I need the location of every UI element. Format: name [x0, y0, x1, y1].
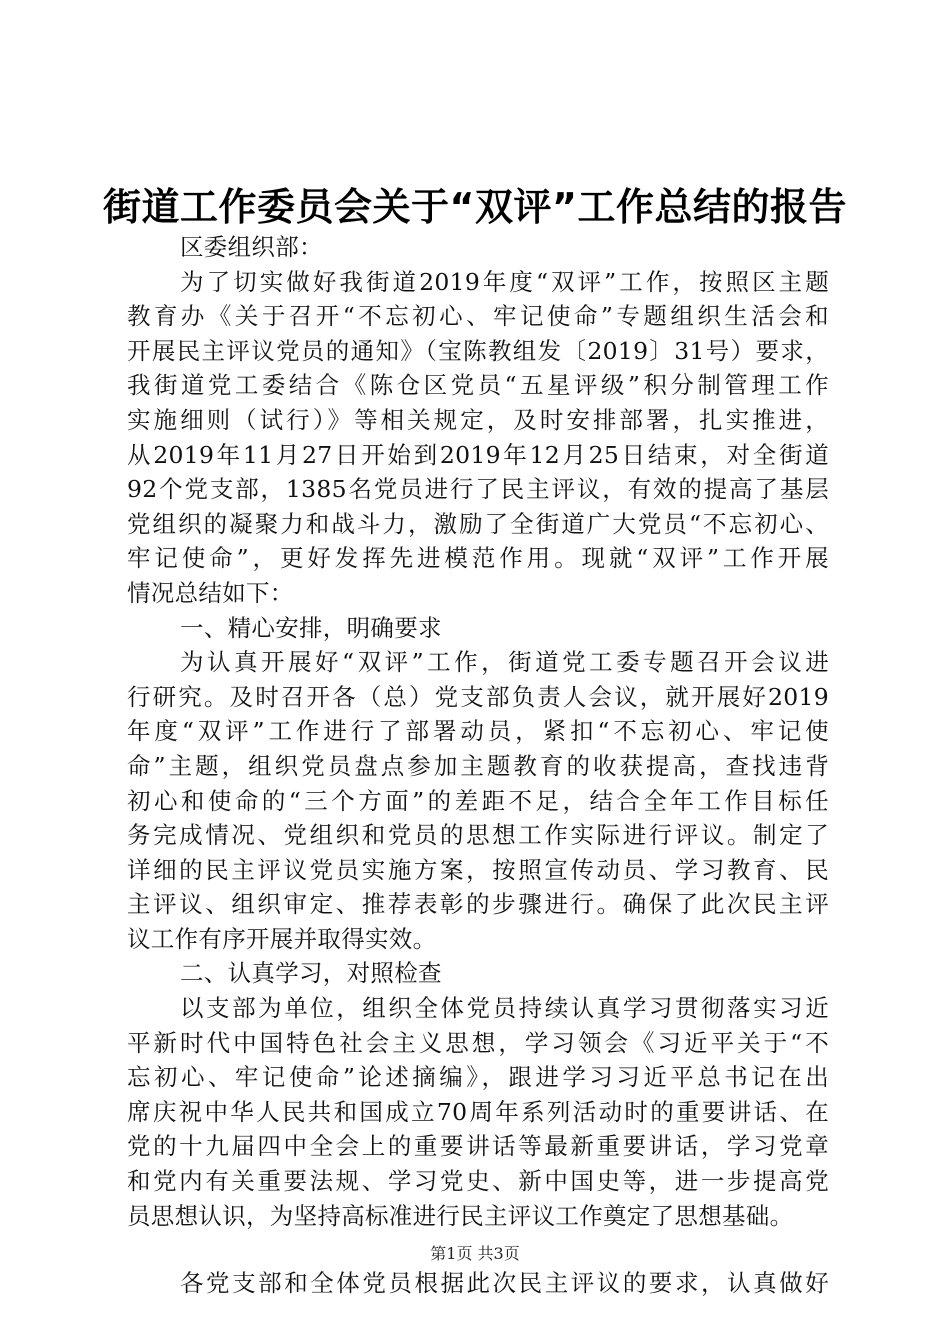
- paragraph-line: 各党支部和全体党员根据此次民主评议的要求，认真做好: [180, 1269, 829, 1298]
- paragraph-line: 情况总结如下：: [127, 578, 294, 607]
- paragraph-line: 92个党支部，1385名党员进行了民主评议，有效的提高了基层: [127, 475, 829, 504]
- paragraph-line: 党组织的凝聚力和战斗力，激励了全街道广大党员“不忘初心、: [127, 509, 829, 538]
- paragraph-line: 席庆祝中华人民共和国成立70周年系列活动时的重要讲话、在: [127, 1097, 829, 1126]
- salutation-line: 区委组织部：: [180, 233, 323, 261]
- page-footer: 第1页 共3页: [430, 1244, 520, 1263]
- paragraph-line: 开展民主评议党员的通知》（宝陈教组发〔2019〕31号）要求，: [127, 336, 829, 365]
- document-body: [127, 230, 829, 1301]
- paragraph-line: 教育办《关于召开“不忘初心、牢记使命”专题组织生活会和: [127, 302, 829, 331]
- paragraph-line: 为了切实做好我街道2019年度“双评”工作，按照区主题: [180, 267, 829, 296]
- paragraph-line: 牢记使命”，更好发挥先进模范作用。现就“双评”工作开展: [127, 544, 829, 573]
- paragraph-line: 为认真开展好“双评”工作，街道党工委专题召开会议进: [180, 648, 829, 677]
- paragraph-line: 命”主题，组织党员盘点参加主题教育的收获提高，查找违背: [127, 751, 829, 780]
- paragraph-line: 行研究。及时召开各（总）党支部负责人会议，就开展好2019: [127, 682, 829, 711]
- document-title: 街道工作委员会关于“双评”工作总结的报告: [103, 185, 847, 229]
- paragraph-line: 年度“双评”工作进行了部署动员，紧扣“不忘初心、牢记使: [127, 717, 829, 746]
- paragraph-line: 务完成情况、党组织和党员的思想工作实际进行评议。制定了: [127, 821, 829, 850]
- paragraph-line: 党的十九届四中全会上的重要讲话等最新重要讲话，学习党章: [127, 1132, 829, 1161]
- paragraph-line: 平新时代中国特色社会主义思想，学习领会《习近平关于“不: [127, 1028, 829, 1057]
- paragraph-line: 议工作有序开展并取得实效。: [127, 924, 437, 953]
- paragraph-line: 主评议、组织审定、推荐表彰的步骤进行。确保了此次民主评: [127, 890, 829, 919]
- paragraph-line: 以支部为单位，组织全体党员持续认真学习贯彻落实习近: [180, 994, 829, 1023]
- paragraph-line: 从2019年11月27日开始到2019年12月25日结束，对全街道: [127, 440, 829, 469]
- section-heading: 一、精心安排，明确要求: [180, 613, 442, 642]
- section-heading: 二、认真学习，对照检查: [180, 959, 442, 988]
- paragraph-line: 忘初心、牢记使命”论述摘编》，跟进学习习近平总书记在出: [127, 1063, 829, 1092]
- paragraph-line: 员思想认识，为坚持高标准进行民主评议工作奠定了思想基础。: [127, 1201, 794, 1230]
- paragraph-line: 和党内有关重要法规、学习党史、新中国史等，进一步提高党: [127, 1167, 829, 1196]
- paragraph-line: 实施细则（试行）》等相关规定，及时安排部署，扎实推进，: [127, 405, 829, 434]
- paragraph-line: 详细的民主评议党员实施方案，按照宣传动员、学习教育、民: [127, 855, 829, 884]
- paragraph-line: 我街道党工委结合《陈仓区党员“五星评级”积分制管理工作: [127, 371, 829, 400]
- paragraph-line: 初心和使命的“三个方面”的差距不足，结合全年工作目标任: [127, 786, 829, 815]
